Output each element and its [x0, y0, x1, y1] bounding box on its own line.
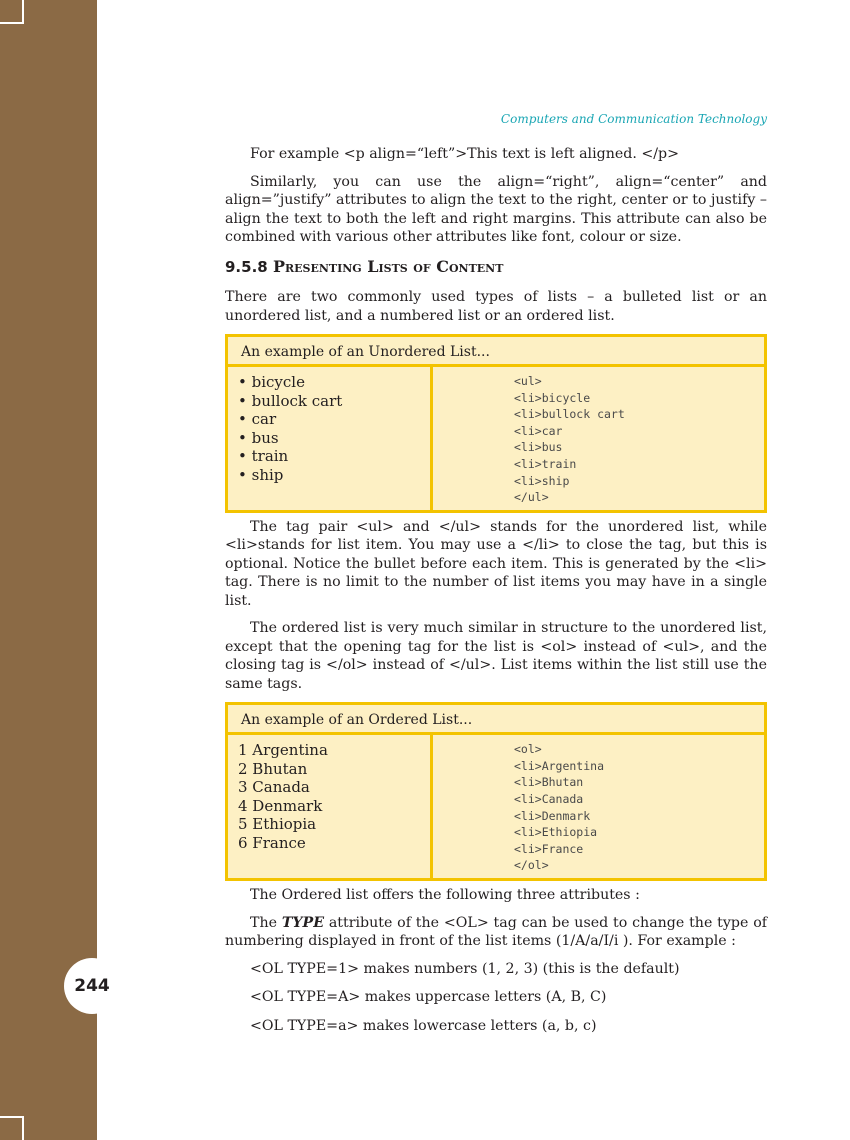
rendered-list: [228, 367, 433, 510]
code-listing: [433, 367, 764, 510]
list-item: • train: [238, 447, 289, 465]
example-title: An example of an Unordered List...: [228, 337, 764, 367]
code-line: <li>bicycle: [514, 390, 591, 405]
attribute-example-numbers: <OL TYPE=1> makes numbers (1, 2, 3) (this is the default): [250, 960, 680, 977]
code-line: <ol>: [514, 742, 542, 757]
ordered-list-example: [225, 702, 767, 881]
list-item: 6 France: [238, 833, 306, 852]
type-text-after: attribute of the <OL> tag can be used to change the type of numbering displayed in front of the list items (1/A/a/I/i ). For example :: [225, 914, 767, 949]
code-line: <li>train: [514, 456, 577, 471]
paragraph-align-left-example: For example <p align=“left”>This text is left aligned. </p>: [250, 146, 679, 162]
list-item: • car: [238, 410, 277, 428]
code-line: <li>Denmark: [514, 808, 591, 823]
paragraph-type-attribute: [225, 914, 767, 951]
section-heading: [225, 258, 767, 277]
type-text-before: The: [250, 914, 282, 931]
page-content: [225, 145, 767, 1045]
code-line: <li>car: [514, 423, 563, 438]
list-item: • ship: [238, 465, 284, 484]
list-item: 2 Bhutan: [238, 759, 308, 778]
list-item: 4 Denmark: [238, 796, 323, 815]
list-item: 5 Ethiopia: [238, 815, 317, 834]
list-item: • bullock cart: [238, 391, 343, 410]
code-line: </ul>: [514, 490, 549, 505]
example-body: [228, 367, 764, 510]
paragraph-list-types: There are two commonly used types of lists – a bulleted list or an unordered list, and a numbered list or an ordered list.: [225, 289, 767, 324]
attribute-example-lowercase: <OL TYPE=a> makes lowercase letters (a, b, c): [250, 1017, 597, 1034]
page-number: 244: [64, 958, 120, 1014]
code-line: <li>Canada: [514, 792, 584, 807]
code-line: <li>France: [514, 841, 584, 856]
rendered-list: [228, 735, 433, 878]
example-title: An example of an Ordered List...: [228, 705, 764, 735]
unordered-list-example: [225, 334, 767, 513]
crop-mark-bottom: [0, 1116, 24, 1140]
paragraph-ol-attributes-intro: The Ordered list offers the following three attributes :: [250, 887, 640, 903]
code-line: <li>bullock cart: [514, 407, 625, 422]
paragraph-ol-explanation: The ordered list is very much similar in structure to the unordered list, except that the opening tag for the list is <ol> instead of <ul>, and the closing tag is </ol> instead of </ul>. List items within the list still use the same tags.: [225, 620, 767, 692]
code-line: <li>ship: [514, 473, 570, 488]
attribute-example-uppercase: <OL TYPE=A> makes uppercase letters (A, B, C): [250, 989, 607, 1005]
code-line: <li>Ethiopia: [514, 825, 598, 840]
type-keyword: TYPE: [281, 914, 325, 931]
section-title: Presenting Lists of Content: [272, 256, 504, 276]
crop-mark-top: [0, 0, 24, 24]
code-line: <li>bus: [514, 440, 563, 455]
code-line: </ol>: [514, 858, 549, 873]
code-line: <li>Bhutan: [514, 775, 584, 790]
running-head: Computers and Communication Technology: [500, 112, 767, 126]
list-item: • bicycle: [238, 373, 305, 391]
example-body: [228, 735, 764, 878]
paragraph-align-attributes: Similarly, you can use the align=“right”, align=“center” and align=”justify” attributes to align the text to the right, center or to justify – align the text to both the left and right margins. This attribute can also be combined with various other attributes like font, colour or size.: [225, 173, 767, 245]
code-line: <li>Argentina: [514, 758, 605, 773]
list-item: 1 Argentina: [238, 741, 328, 760]
list-item: • bus: [238, 428, 279, 447]
paragraph-ul-explanation: The tag pair <ul> and </ul> stands for the unordered list, while <li>stands for list item. You may use a </li> to close the tag, but this is optional. Notice the bullet before each item. This is generated by the <li> tag. There is no limit to the number of list items you may have in a single list.: [225, 518, 767, 609]
code-listing: [433, 735, 764, 878]
list-item: 3 Canada: [238, 778, 310, 797]
section-number: 9.5.8: [225, 257, 268, 276]
code-line: <ul>: [514, 374, 542, 388]
